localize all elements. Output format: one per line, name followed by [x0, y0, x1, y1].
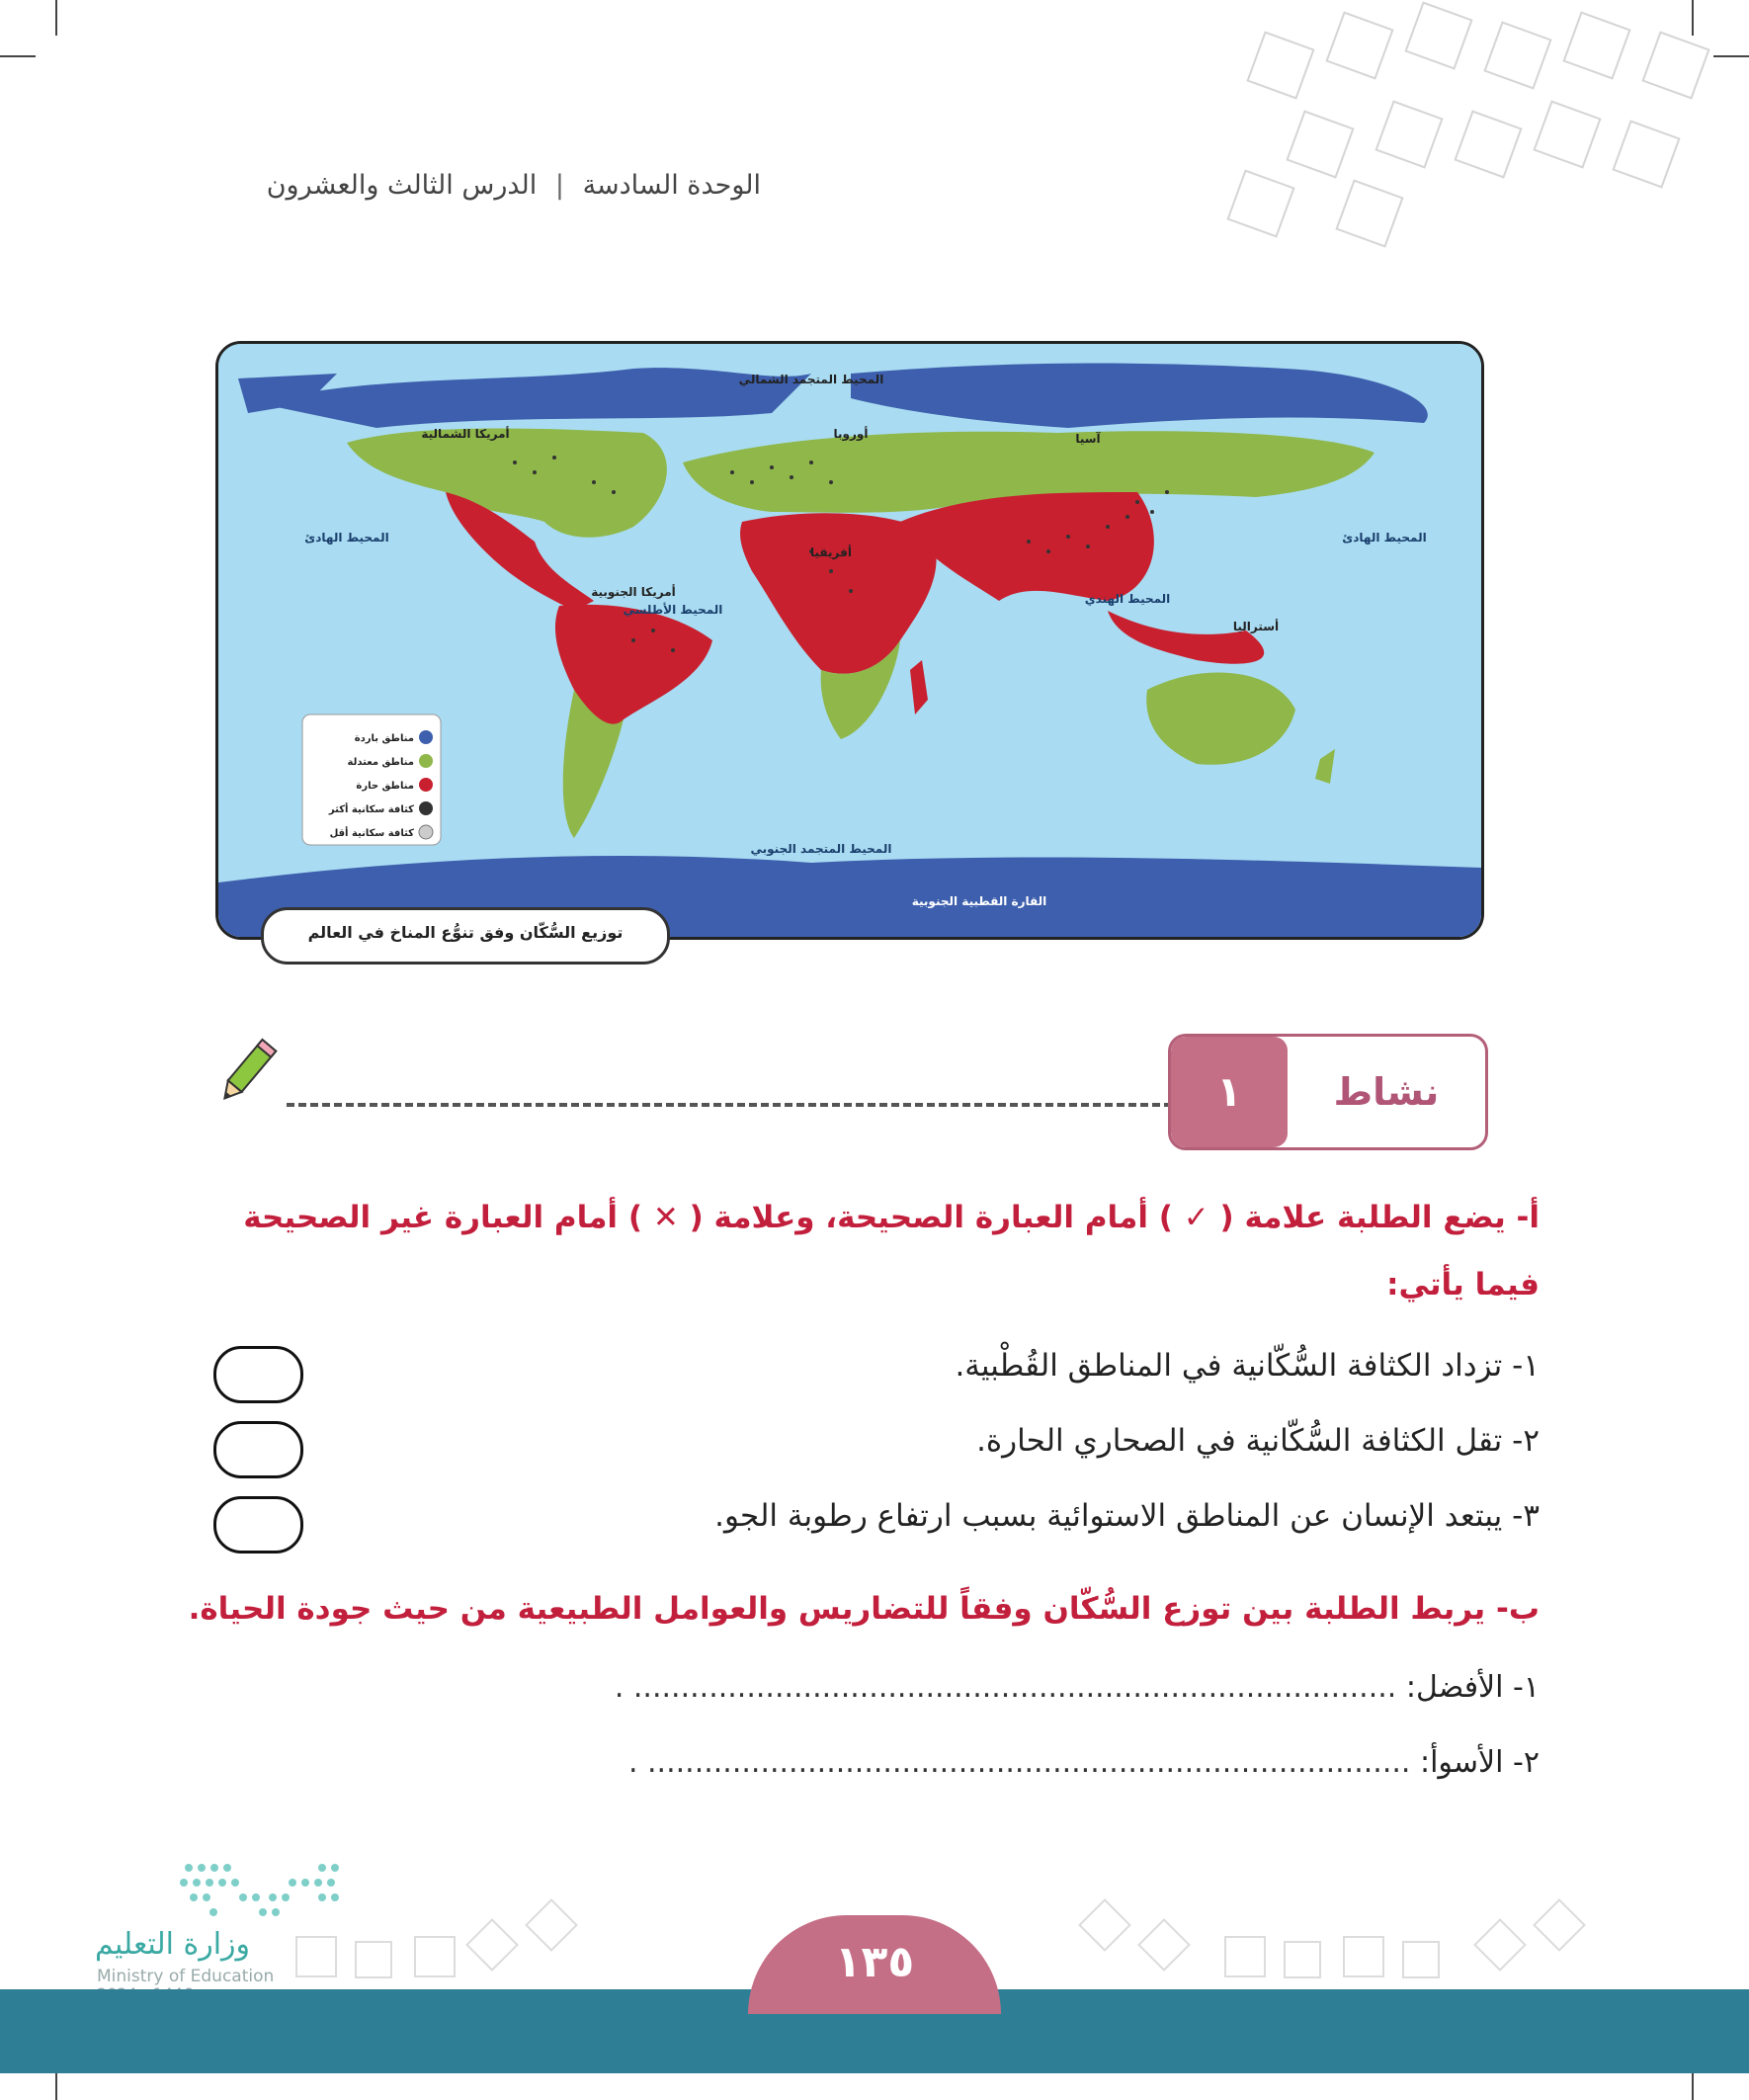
legend-swatch-temperate [419, 754, 433, 768]
map-caption: توزيع السُّكّان وفق تنوُّع المناخ في العالم [261, 907, 670, 965]
label-pacific-west: المحيط الهادئ [304, 531, 389, 545]
legend-swatch-hot [419, 778, 433, 792]
answer-dots-worst: ................................................................................. . [627, 1745, 1411, 1780]
label-pacific-east: المحيط الهادئ [1342, 531, 1427, 545]
label-africa: أفريقيا [810, 546, 852, 559]
legend-label-temperate: مناطق معتدلة [347, 757, 414, 768]
statement-3: ٣- يبتعد الإنسان عن المناطق الاستوائية بسبب ارتفاع رطوبة الجو. [714, 1498, 1540, 1534]
activity-header [208, 1034, 1488, 1152]
label-atlantic: المحيط الأطلسي [623, 603, 723, 617]
statement-2: ٢- تقل الكثافة السُّكّانية في الصحاري الحارة. [976, 1423, 1540, 1459]
legend-swatch-sparse [419, 825, 433, 839]
label-indian: المحيط الهندي [1084, 592, 1171, 606]
ministry-logo-icon [95, 1858, 352, 1927]
answer-line-best[interactable] [615, 1670, 1540, 1705]
pencil-icon [208, 1034, 287, 1113]
legend-label-dense: كثافة سكانية أكثر [328, 804, 414, 815]
label-north-america: أمريكا الشمالية [421, 427, 510, 441]
label-europe: أوروبا [833, 427, 869, 441]
legend-label-sparse: كثافة سكانية أقل [329, 828, 414, 839]
decorative-pattern [1196, 0, 1749, 277]
ministry-name-ar: وزارة التعليم [95, 1927, 251, 1962]
label-south-america: أمريكا الجنوبية [591, 585, 676, 599]
part-a-line-1: أ- يضع الطلبة علامة ( ✓ ) أمام العبارة الصحيحة، وعلامة ( ✕ ) أمام العبارة غير الصحيحة [243, 1200, 1540, 1235]
activity-label: نشاط [1333, 1070, 1440, 1114]
label-asia: آسيا [1075, 432, 1101, 446]
part-a-instruction [206, 1184, 1540, 1318]
statement-1: ١- تزداد الكثافة السُّكّانية في المناطق القُطْبية. [955, 1348, 1540, 1384]
label-antarctica: القارة القطبية الجنوبية [911, 894, 1047, 908]
ministry-name-en: Ministry of Education [97, 1967, 275, 1986]
answer-box-1[interactable] [213, 1346, 303, 1403]
answer-box-2[interactable] [213, 1421, 303, 1478]
label-arctic: المحيط المتجمد الشمالي [738, 373, 884, 386]
answer-label-worst: ٢- الأسوأ: [1419, 1745, 1540, 1780]
crop-mark [55, 0, 57, 36]
crop-mark [0, 55, 36, 57]
label-southern-ocean: المحيط المتجمد الجنوبي [750, 842, 892, 856]
page-number: ١٣٥ [834, 1937, 915, 1987]
label-australia: أستراليا [1232, 620, 1280, 633]
legend-swatch-cold [419, 730, 433, 744]
header-separator: | [554, 170, 564, 201]
lesson-title: الدرس الثالث والعشرون [266, 170, 538, 201]
answer-box-3[interactable] [213, 1496, 303, 1554]
answer-label-best: ١- الأفضل: [1405, 1670, 1540, 1705]
part-b-instruction: ب- يربط الطلبة بين توزع السُّكّان وفقاً للتضاريس والعوامل الطبيعية من حيث جودة الحياة. [188, 1591, 1540, 1627]
unit-title: الوحدة السادسة [582, 170, 761, 201]
answer-line-worst[interactable] [628, 1745, 1540, 1780]
world-climate-map [215, 341, 1484, 940]
activity-badge [1168, 1034, 1488, 1150]
legend-label-hot: مناطق حارة [356, 781, 414, 792]
legend-label-cold: مناطق باردة [354, 733, 414, 744]
map-legend [302, 714, 441, 845]
answer-dots-best: ................................................................................. . [614, 1670, 1397, 1705]
page-header [208, 170, 761, 201]
map-svg [218, 344, 1481, 937]
legend-swatch-dense [419, 801, 433, 815]
activity-number: ١ [1171, 1037, 1288, 1147]
part-a-line-2: فيما يأتي: [1386, 1267, 1540, 1302]
